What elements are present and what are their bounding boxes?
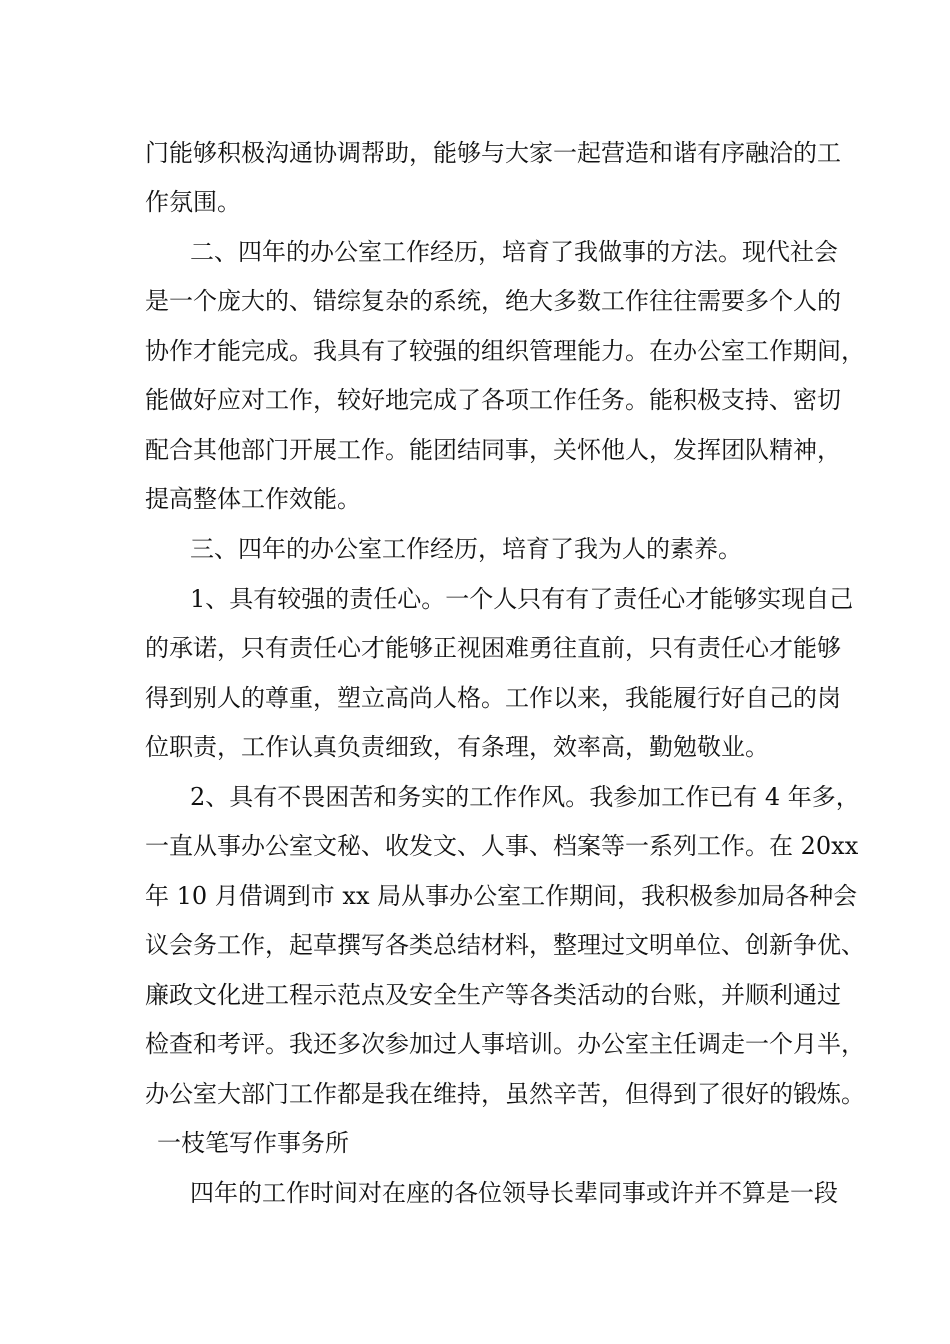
text-line: 协作才能完成。我具有了较强的组织管理能力。在办公室工作期间， <box>145 337 865 365</box>
text-line: 是一个庞大的、错综复杂的系统，绝大多数工作往往需要多个人的 <box>145 287 841 315</box>
text-line: 四年的工作时间对在座的各位领导长辈同事或许并不算是一段 <box>190 1179 838 1207</box>
watermark-text: 一枝笔写作事务所 <box>157 1129 349 1157</box>
text-line: 议会务工作，起草撰写各类总结材料，整理过文明单位、创新争优、 <box>145 931 865 959</box>
text-line: 办公室大部门工作都是我在维持，虽然辛苦，但得到了很好的锻炼。 <box>145 1080 865 1108</box>
list-item-2: 2、具有不畏困苦和务实的工作作风。我参加工作已有 4 年多， <box>190 783 860 811</box>
text-line: 能做好应对工作，较好地完成了各项工作任务。能积极支持、密切 <box>145 386 841 414</box>
text-line: 门能够积极沟通协调帮助，能够与大家一起营造和谐有序融洽的工 <box>145 139 841 167</box>
text-line: 配合其他部门开展工作。能团结同事，关怀他人，发挥团队精神， <box>145 436 841 464</box>
text-line: 得到别人的尊重，塑立高尚人格。工作以来，我能履行好自己的岗 <box>145 684 841 712</box>
section-heading-2: 二、四年的办公室工作经历，培育了我做事的方法。现代社会 <box>190 238 838 266</box>
text-line: 提高整体工作效能。 <box>145 485 361 513</box>
text-line: 位职责，工作认真负责细致，有条理，效率高，勤勉敬业。 <box>145 733 769 761</box>
section-heading-3: 三、四年的办公室工作经历，培育了我为人的素养。 <box>190 535 742 563</box>
text-line: 年 10 月借调到市 xx 局从事办公室工作期间，我积极参加局各种会 <box>145 882 858 910</box>
text-line: 一直从事办公室文秘、收发文、人事、档案等一系列工作。在 20xx <box>145 832 859 860</box>
list-item-1: 1、具有较强的责任心。一个人只有有了责任心才能够实现自己 <box>190 585 854 613</box>
text-line: 检查和考评。我还多次参加过人事培训。办公室主任调走一个月半， <box>145 1030 865 1058</box>
text-line: 廉政文化进工程示范点及安全生产等各类活动的台账，并顺利通过 <box>145 981 841 1009</box>
text-line: 的承诺，只有责任心才能够正视困难勇往直前，只有责任心才能够 <box>145 634 841 662</box>
text-line: 作氛围。 <box>145 188 241 216</box>
